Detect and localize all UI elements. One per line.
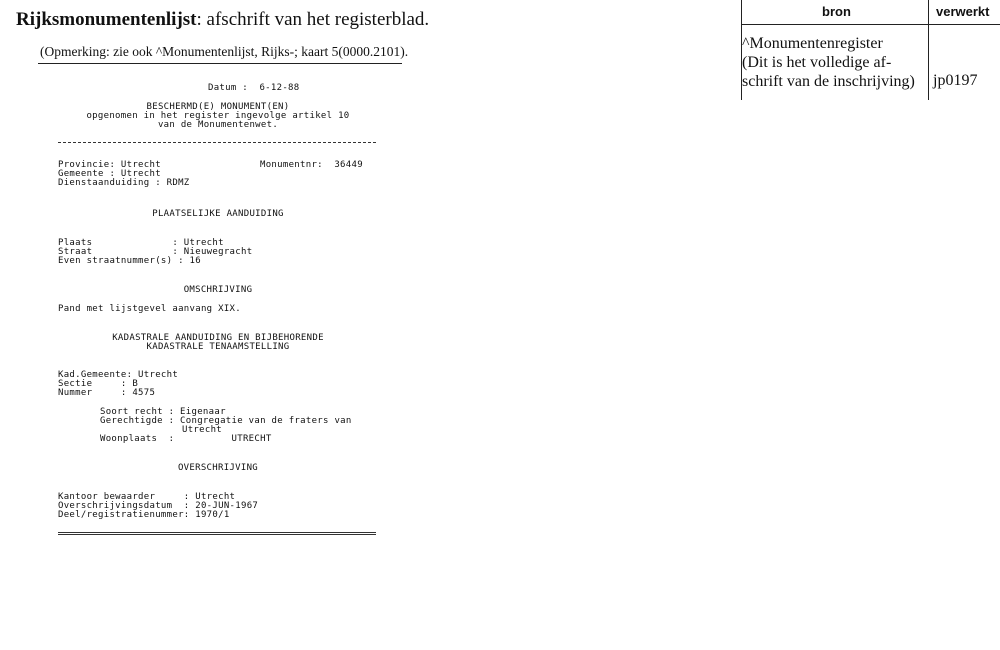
kantoor-bewaarder: Kantoor bewaarder : Utrecht	[58, 492, 236, 502]
document-title	[16, 9, 429, 31]
double-rule	[58, 532, 376, 535]
bron-cell: ^Monumentenregister (Dit is het volledige af- schrift van de inschrijving)	[742, 35, 915, 90]
heading1: BESCHERMD(E) MONUMENT(EN)	[146, 102, 290, 112]
verwerkt-cell: jp0197	[933, 72, 978, 89]
kad-gemeente: Kad.Gemeente: Utrecht	[58, 370, 179, 380]
dienstaanduiding: Dienstaanduiding : RDMZ	[58, 178, 190, 188]
overschrijving-heading: OVERSCHRIJVING	[177, 463, 259, 473]
col-header-bron: bron	[822, 4, 851, 19]
dashed-rule	[58, 142, 376, 143]
col-header-verwerkt: verwerkt	[936, 4, 990, 19]
heading3: van de Monumentenwet.	[157, 120, 279, 130]
omschrijving-heading: OMSCHRIJVING	[183, 285, 253, 295]
table-col-divider	[928, 0, 929, 100]
gerechtigde-cont: Utrecht	[182, 425, 223, 435]
header-rule	[38, 63, 402, 64]
straat: Straat : Nieuwegracht	[58, 247, 253, 257]
straatnummer: Even straatnummer(s) : 16	[58, 256, 201, 266]
register-scan	[58, 83, 363, 520]
gerechtigde: Gerechtigde : Congregatie van de fraters van	[100, 416, 352, 426]
woonplaats: Woonplaats : UTRECHT	[100, 434, 272, 444]
monumentnr: Monumentnr: 36449	[260, 160, 363, 170]
overschrijvingsdatum: Overschrijvingsdatum : 20-JUN-1967	[58, 501, 259, 511]
title-rest: : afschrift van het registerblad.	[196, 9, 430, 30]
datum: Datum : 6-12-88	[208, 83, 300, 93]
gemeente: Gemeente : Utrecht	[58, 169, 161, 179]
omschrijving: Pand met lijstgevel aanvang XIX.	[58, 304, 241, 314]
heading2: opgenomen in het register ingevolge artikel 10	[86, 111, 350, 121]
soort-recht: Soort recht : Eigenaar	[100, 407, 226, 417]
table-header-rule	[741, 24, 1000, 25]
kadastraal-heading2: KADASTRALE TENAAMSTELLING	[146, 342, 290, 352]
title-bold: Rijksmonumentenlijst	[16, 9, 197, 30]
remark: (Opmerking: zie ook ^Monumentenlijst, Rijks-; kaart 5(0000.2101).	[40, 44, 409, 59]
deel-registratienummer: Deel/registratienummer: 1970/1	[58, 510, 230, 520]
plaatselijke-heading: PLAATSELIJKE AANDUIDING	[152, 209, 284, 219]
nummer: Nummer : 4575	[58, 388, 156, 398]
plaats: Plaats : Utrecht	[58, 238, 224, 248]
kadastraal-heading1: KADASTRALE AANDUIDING EN BIJBEHORENDE	[112, 333, 324, 343]
sectie: Sectie : B	[58, 379, 139, 389]
provincie: Provincie: Utrecht	[58, 160, 161, 170]
